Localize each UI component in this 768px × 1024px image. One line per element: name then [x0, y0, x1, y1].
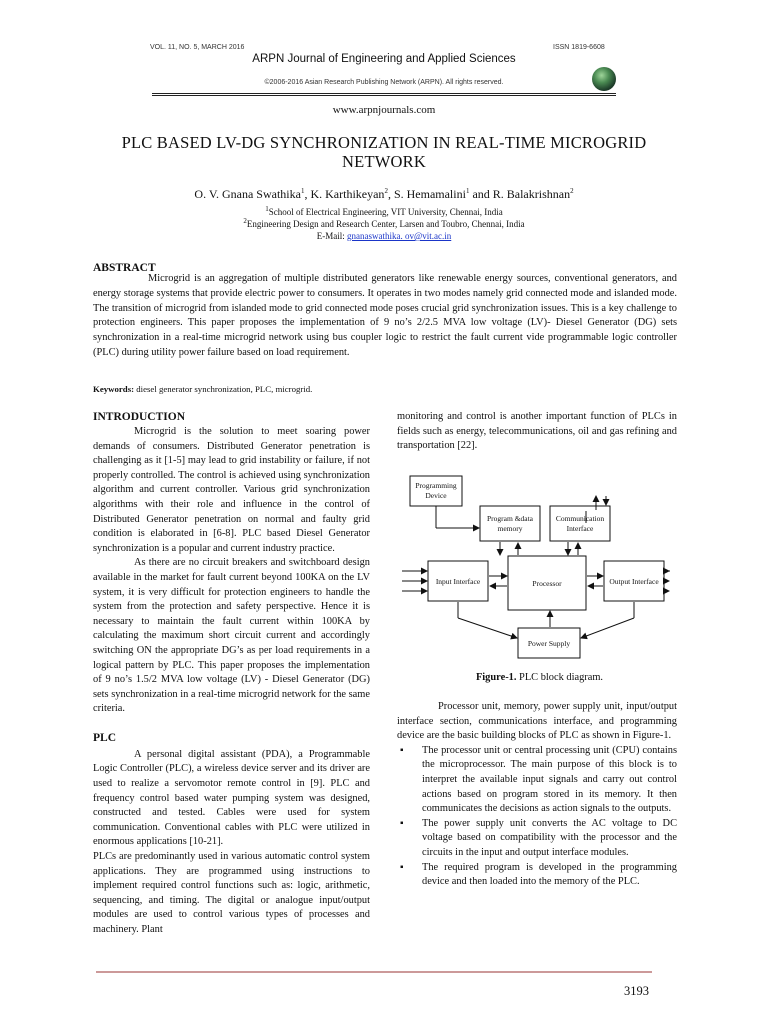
- abstract-body: Microgrid is an aggregation of multiple distributed generators like renewable energy sources, conventional generators, and energy storage systems that provide electric power to consumers. It operates in two modes namely grid connected mode and islanded mode. The transition of microgrid from islanded mode to grid connected mode poses crucial grid synchronization issues. This is a key challenge to protection engineers. This paper proposes the implementation of 9 no’s 2/2.5 MVA low voltage (LV)- Diesel Generator (DG) sets synchronization in a real-time microgrid network using bus coupler logic to restrict the fault current vide programmable logic controller (PLC) during utility power failure based on load requirement.: [93, 273, 677, 358]
- label-comm-interface-2: Interface: [566, 524, 594, 533]
- intro-heading: INTRODUCTION: [93, 411, 186, 423]
- keywords: Keywords: diesel generator synchronization, PLC, microgrid.: [93, 384, 313, 394]
- monitoring-paragraph: monitoring and control is another important function of PLCs in fields such as energy, telecommunications, oil and gas refining and transportation [22].: [397, 411, 677, 452]
- label-output-interface: Output Interface: [609, 577, 659, 586]
- authors: O. V. Gnana Swathika$^1$, K. Karthikeyan$^2$, S. Hemamalini$^1$ and R. Balakrishnan$^2$: [194, 187, 574, 201]
- copyright: ©2006-2016 Asian Research Publishing Network (ARPN). All rights reserved.: [264, 79, 504, 86]
- list-item: ▪ The processor unit or central processing unit (CPU) contains the microprocessor. The main purpose of this block is to interpret the available input signals and carry out control actions based on program stored in its memory. It then communicates the decisions as action signals to the outputs.: [397, 744, 677, 817]
- plc-block-diagram: [400, 466, 670, 662]
- label-programming-device: Programming: [415, 481, 457, 490]
- header-rule-top: [152, 93, 616, 94]
- volume-info: VOL. 11, NO. 5, MARCH 2016: [150, 44, 245, 51]
- paper-title: PLC BASED LV-DG SYNCHRONIZATION IN REAL-TIME MICROGRID NETWORK: [121, 133, 647, 171]
- right-column-top: [397, 410, 677, 454]
- right-column-bottom: [397, 700, 677, 890]
- arrow-output-to-power: [581, 618, 634, 638]
- plc-heading: PLC: [93, 731, 116, 744]
- label-comm-interface: Communication: [555, 514, 605, 523]
- author-3: , S. Hemamalini: [387, 187, 466, 201]
- email-line: E-Mail: gnanaswathika. ov@vit.ac.in: [316, 231, 452, 241]
- intro-paragraph-1: Microgrid is the solution to meet soaring power demands of consumers. Distributed Generator penetration is challenging as it [1-5] may lead to grid instability or failure, if not properly controlled. The control is achieved using synchronization algorithm and current controller. Various grid synchronization algorithms with their role and influence in the control of Distributed Generator penetration on normal and faulty grid condition is elaborated in [6-8]. PLC based Diesel Generator synchronization is a popular and current industry practice.: [93, 426, 370, 554]
- plc-paragraph-1: A personal digital assistant (PDA), a Programmable Logic Controller (PLC), a wireless device server and its driver are used to realize a servomotor remote control in [9]. PLC and frequency control based water pumping system was designed, constructed and tested. Cables were used for system communication. Conventional cables with PLC were utilized in enormous applications [10-21].: [93, 748, 370, 848]
- label-program-memory-2: memory: [497, 524, 523, 533]
- footer-rule: [96, 971, 652, 973]
- bullet-list: [397, 744, 677, 890]
- label-power-supply: Power Supply: [527, 639, 571, 648]
- label-programming-device-2: Device: [425, 491, 447, 500]
- author-2: , K. Karthikeyan: [304, 187, 385, 201]
- list-item: ▪ The power supply unit converts the AC voltage to DC voltage based on compatibility with the processor and the circuits in the input and output interface modules.: [397, 817, 677, 861]
- abstract-heading: ABSTRACT: [93, 262, 156, 274]
- journal-website[interactable]: www.arpnjournals.com: [332, 104, 436, 116]
- header-rule-bottom: [152, 95, 616, 96]
- journal-name: ARPN Journal of Engineering and Applied Sciences: [252, 53, 516, 65]
- intro-paragraph-2: As there are no circuit breakers and switchboard design available in the market for fault current beyond 100KA on the LV system, it is very difficult for protection engineers to handle the system from the protection and safety perspective. Hence it is necessary to maintain the fault current within 100KA by calculating the maximum short circuit current and accordingly switching ON the appropriate DG’s as per load requirements in a logical pattern by PLC. This paper proposes the implementation of 9 no’s 1.5/2 MVA low voltage (LV) - Diesel Generator (DG) sets synchronization in a real-time microgrid network for the same criteria.: [93, 557, 370, 715]
- label-program-memory: Program &data: [486, 514, 534, 523]
- affiliation-1: $^1$School of Electrical Engineering, VIT University, Chennai, India: [265, 205, 503, 217]
- affiliation-2: $^2$Engineering Design and Research Center, Larsen and Toubro, Chennai, India: [243, 217, 525, 229]
- figure-caption: Figure-1. PLC block diagram.: [475, 672, 604, 683]
- author-1: O. V. Gnana Swathika: [194, 187, 301, 201]
- email-link[interactable]: gnanaswathika. ov@vit.ac.in: [346, 231, 452, 241]
- left-column: [93, 410, 370, 938]
- label-processor: Processor: [532, 579, 562, 588]
- list-item: ▪ The required program is developed in the programming device and then loaded into the memory of the PLC.: [397, 861, 677, 890]
- author-4: and R. Balakrishnan: [469, 187, 571, 201]
- plc-paragraph-2: PLCs are predominantly used in various automatic control system applications. They are programmed using instructions to implement required control functions such as: logic, arithmetic, sequencing, and timing. The digital or analogue input/output modules are used to control various types of processes and machinery. Plant: [93, 851, 370, 935]
- page-number: 3193: [624, 984, 649, 998]
- building-blocks-paragraph: Processor unit, memory, power supply unit, input/output interface section, communications interface, and programming device are the basic building blocks of PLC as shown in Figure-1.: [397, 701, 677, 742]
- arrow-input-to-power: [458, 618, 517, 638]
- issn: ISSN 1819-6608: [553, 44, 605, 51]
- label-input-interface: Input Interface: [435, 577, 481, 586]
